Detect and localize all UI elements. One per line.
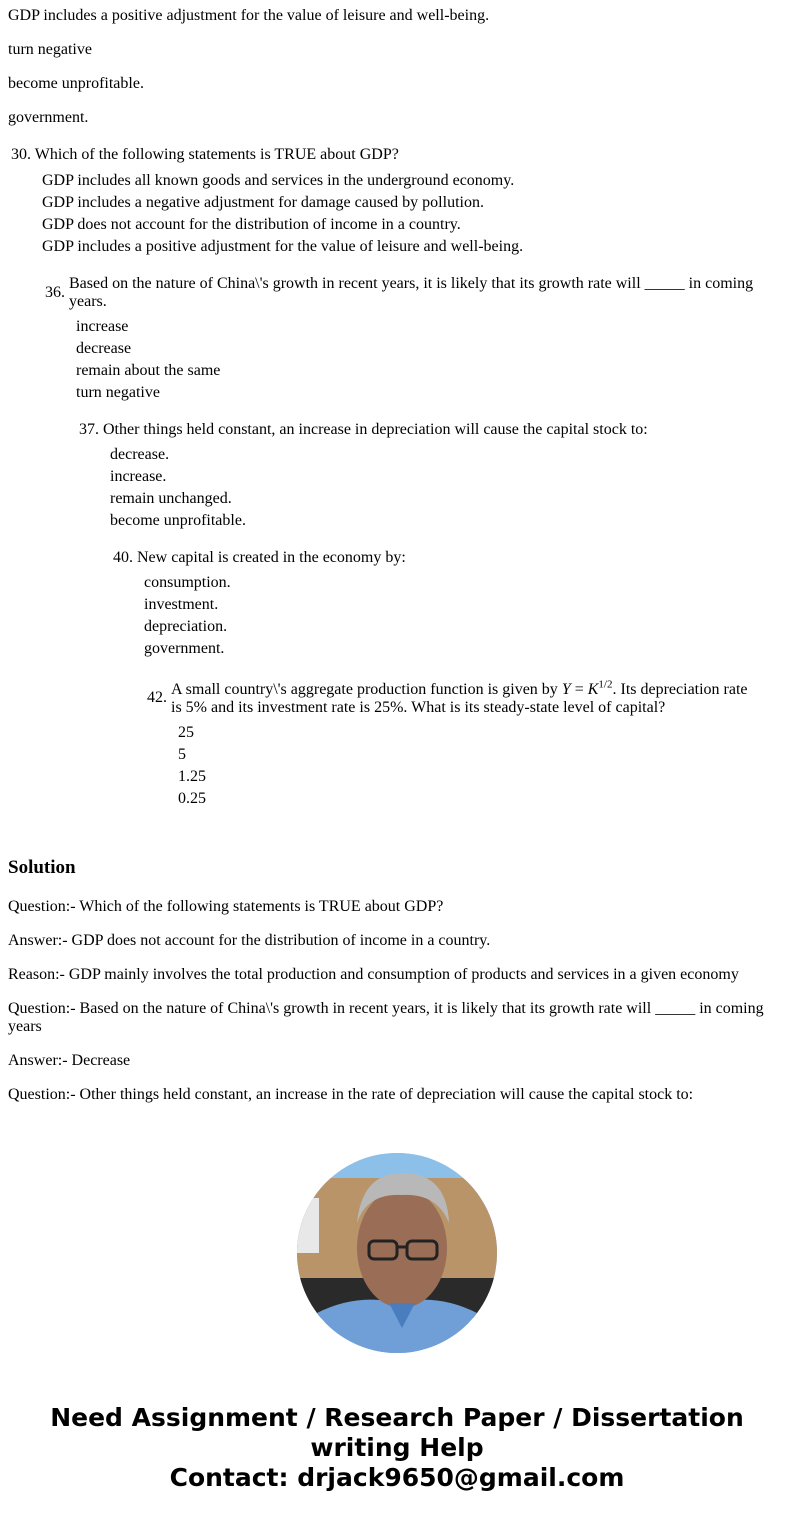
solution-paragraph: Answer:- GDP does not account for the distribution of income in a country.: [8, 932, 491, 949]
option: decrease: [76, 340, 132, 357]
question-text: Based on the nature of China\'s growth in recent years, it is likely that its growth rate will _____ in coming years.: [69, 275, 754, 310]
question-text: Other things held constant, an increase in depreciation will cause the capital stock to:: [103, 421, 648, 438]
option: 1.25: [178, 768, 206, 785]
option: decrease.: [110, 446, 170, 463]
options-list: [144, 572, 231, 660]
option: 5: [178, 746, 186, 763]
options-list: [42, 170, 523, 258]
solution-paragraph: Question:- Which of the following statements is TRUE about GDP?: [8, 898, 444, 915]
question-number: 42.: [147, 689, 167, 706]
options-list: [76, 316, 220, 404]
option: GDP includes all known goods and services in the underground economy.: [42, 172, 515, 189]
options-list: [178, 722, 206, 810]
question-30: [11, 146, 399, 164]
solution-paragraph: Reason:- GDP mainly involves the total production and consumption of products and services in a given economy: [8, 966, 739, 983]
option: investment.: [144, 596, 219, 613]
question-text: New capital is created in the economy by:: [137, 549, 406, 566]
portrait-image: [297, 1153, 497, 1353]
question-40: [113, 549, 406, 567]
option: remain about the same: [76, 362, 221, 379]
text-line: become unprofitable.: [8, 75, 144, 92]
option: 0.25: [178, 790, 206, 807]
text-line: turn negative: [8, 41, 92, 58]
option: become unprofitable.: [110, 512, 246, 529]
solution-heading: Solution: [8, 857, 76, 878]
solution-paragraph: Question:- Based on the nature of China\'s growth in recent years, it is likely that its growth rate will _____ in coming years: [8, 1000, 764, 1035]
footer-contact: Contact: drjack9650@gmail.com: [169, 1463, 625, 1492]
option: increase: [76, 318, 129, 335]
solution-paragraph: Question:- Other things held constant, an increase in the rate of depreciation will cause the capital stock to:: [8, 1086, 694, 1103]
option: GDP includes a negative adjustment for damage caused by pollution.: [42, 194, 484, 211]
footer-line: Need Assignment / Research Paper / Dissertation: [50, 1403, 744, 1432]
question-number: 40.: [113, 549, 133, 566]
option: increase.: [110, 468, 167, 485]
text-line: government.: [8, 109, 89, 126]
question-text-part: A small country\'s aggregate production function is given by: [171, 681, 562, 698]
question-text: [171, 678, 761, 717]
options-list: [110, 444, 246, 532]
question-number: 37.: [79, 421, 99, 438]
question-text-part: . Its depreciation rate is 5% and its investment rate is 25%. What is its steady-state level of capital?: [171, 681, 748, 716]
option: turn negative: [76, 384, 160, 401]
question-37: [79, 421, 648, 439]
question-text: Which of the following statements is TRUE about GDP?: [34, 146, 399, 163]
option: GDP includes a positive adjustment for the value of leisure and well-being.: [42, 238, 524, 255]
question-number: 30.: [11, 146, 31, 163]
option: GDP does not account for the distribution of income in a country.: [42, 216, 461, 233]
option: remain unchanged.: [110, 490, 232, 507]
option: consumption.: [144, 574, 231, 591]
formula-exponent: 1/2: [598, 678, 613, 691]
formula-var: K: [587, 681, 599, 698]
solution-paragraph: Answer:- Decrease: [8, 1052, 131, 1069]
footer-line: writing Help: [310, 1433, 484, 1462]
author-photo: [297, 1153, 497, 1353]
option: 25: [178, 724, 194, 741]
text-line: GDP includes a positive adjustment for the value of leisure and well-being.: [8, 7, 490, 24]
option: depreciation.: [144, 618, 228, 635]
formula-var: Y: [561, 681, 571, 698]
formula-eq: =: [570, 681, 588, 698]
option: government.: [144, 640, 225, 657]
footer-banner: [0, 1403, 794, 1493]
question-number: 36.: [45, 284, 65, 301]
